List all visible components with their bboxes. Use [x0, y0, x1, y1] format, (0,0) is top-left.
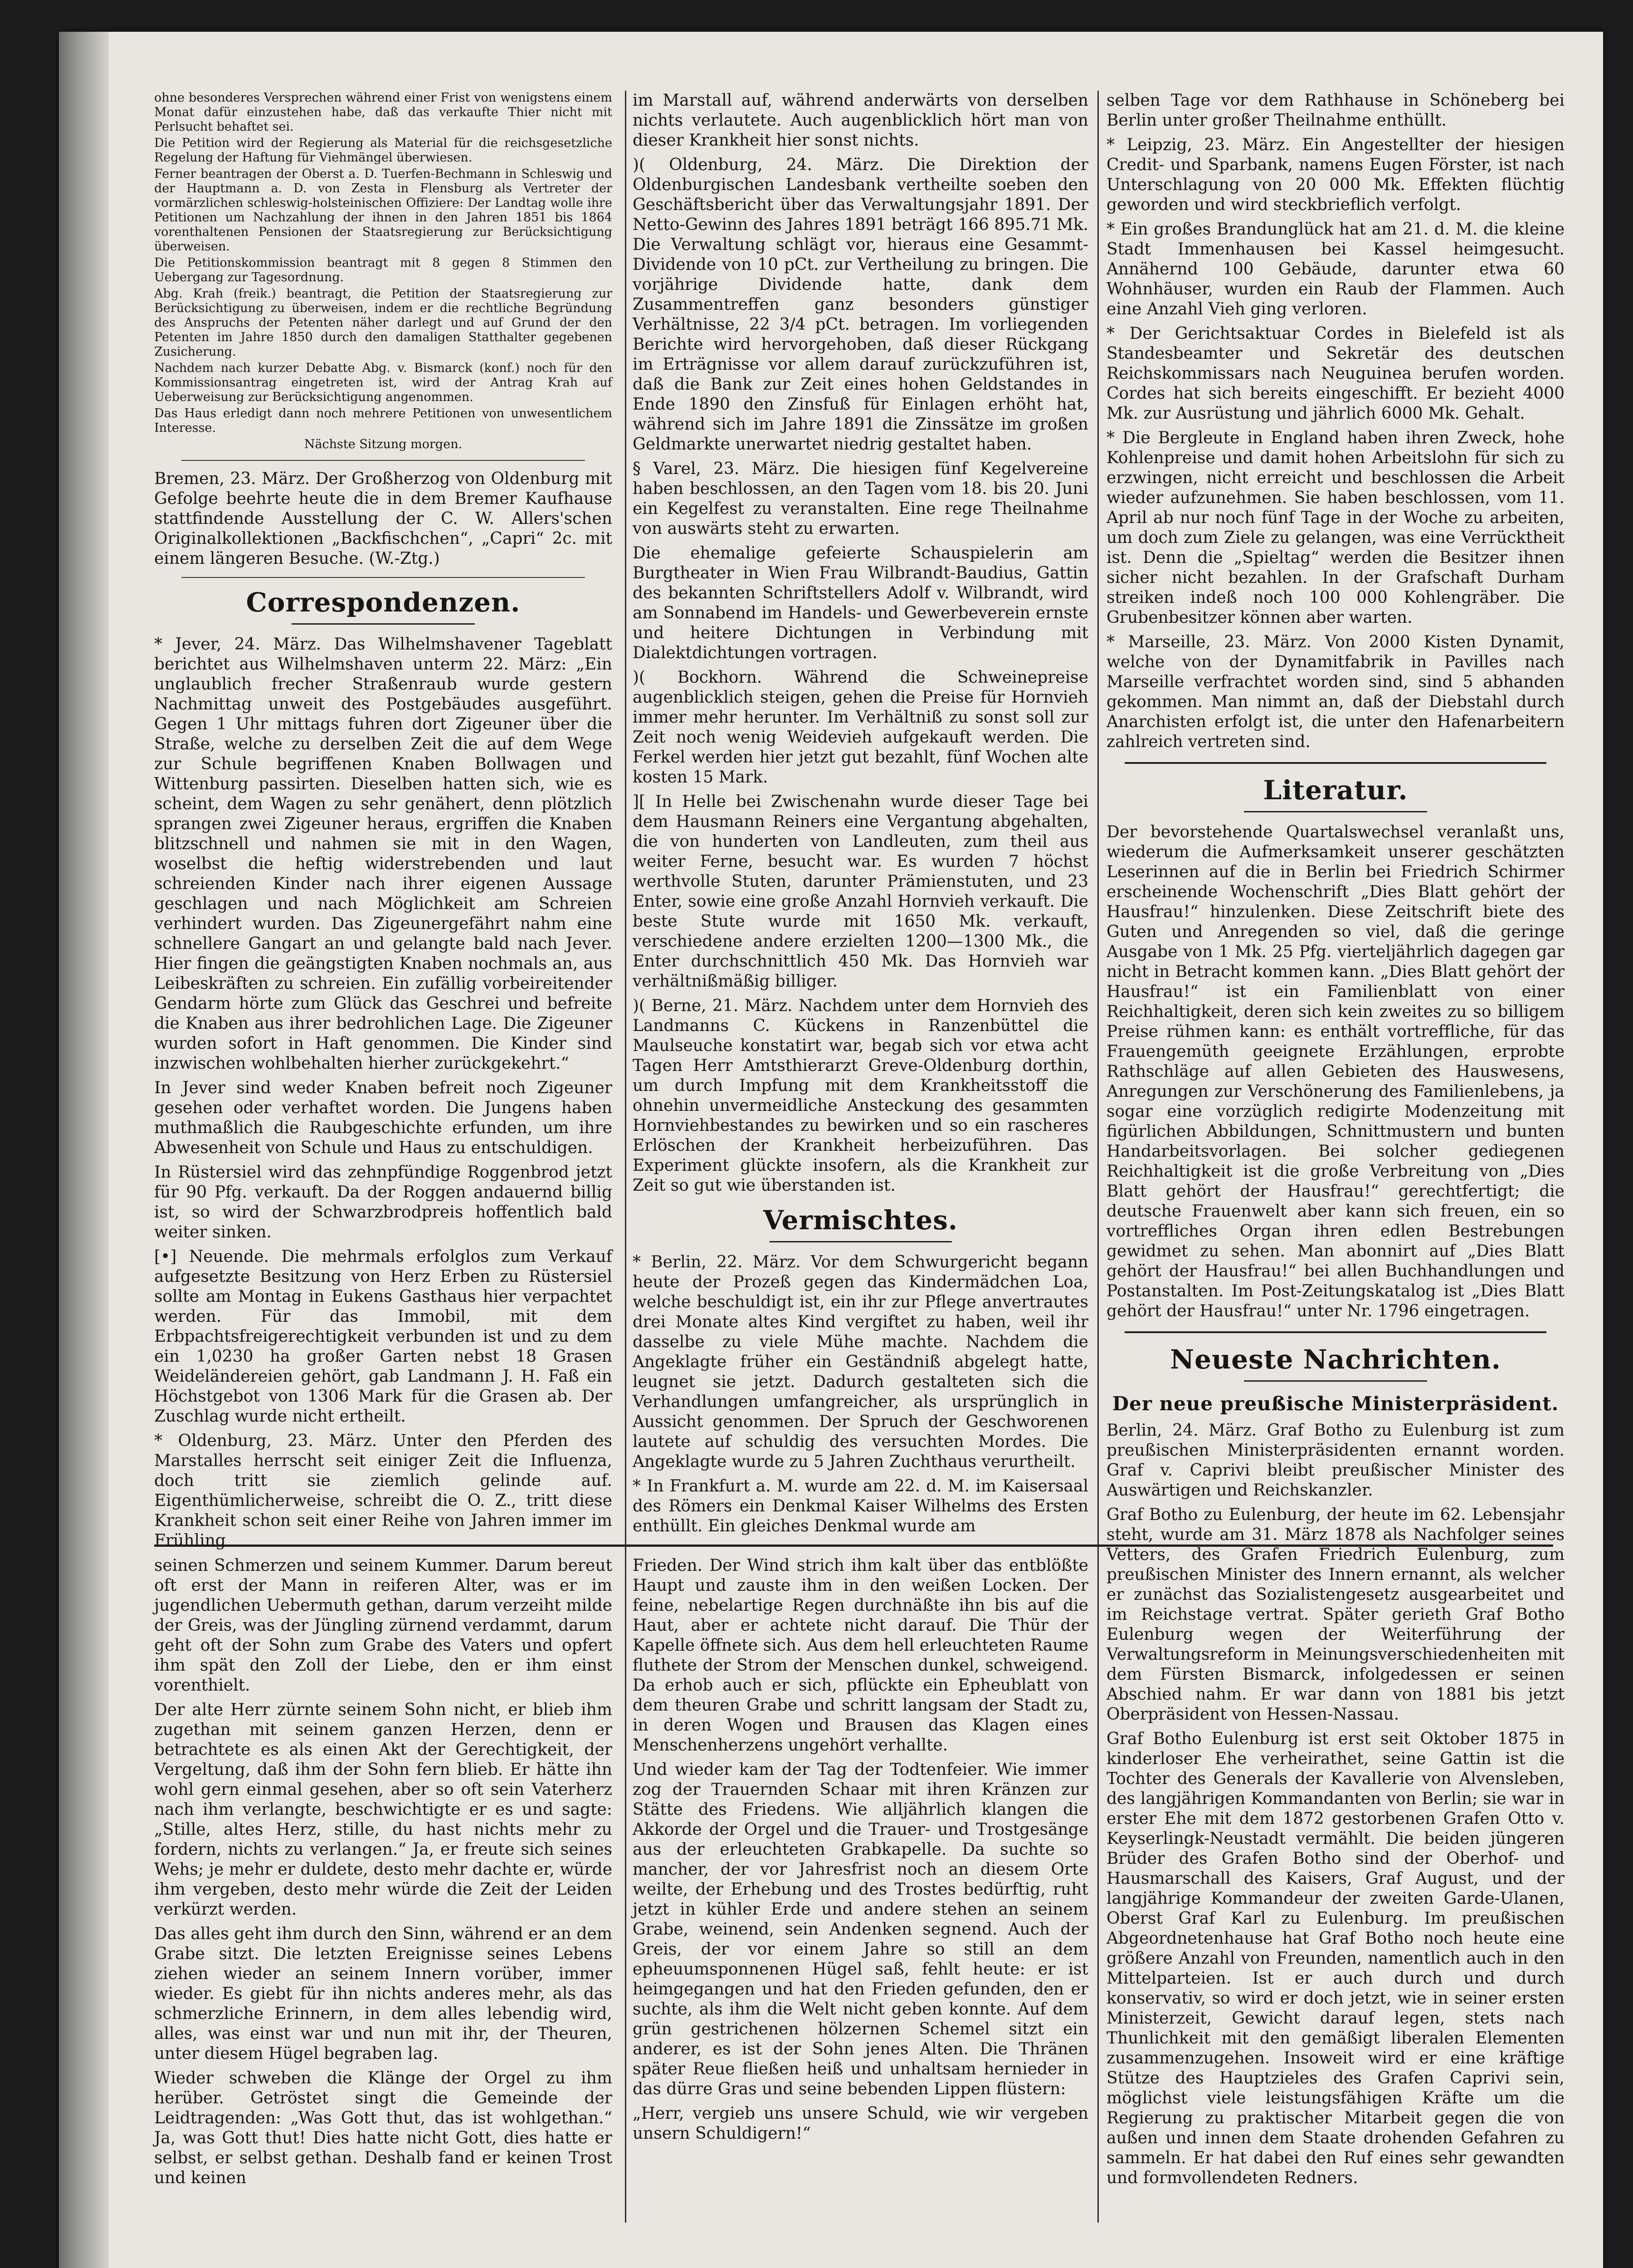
article-marstall-continued: im Marstall auf, während anderwärts von derselben nichts verlautete. Auch augenblicklich hört man von dieser Krankheit hier sonst nichts.: [633, 91, 1088, 150]
divider: [181, 577, 585, 578]
feuilleton-column-1: [154, 1556, 612, 2232]
section-heading-vermischtes: Vermischtes.: [763, 1205, 958, 1236]
column-1-news: [154, 91, 612, 1550]
article-berlin-trial: * Berlin, 22. März. Vor dem Schwurgericht begann heute der Prozeß gegen das Kindermädchen Loa, welche beschuldigt ist, ein ihr zur Pflege anvertrautes drei Monate altes Kind vergiftet zu haben, weil ihr dasselbe zu viele Mühe machte. Nachdem die Angeklagte früher ein Geständniß abgelegt hatte, leugnet sie jetzt. Dadurch gestalteten sich die Verhandlungen umfangreicher, als ursprünglich in Aussicht genommen. Der Spruch der Geschworenen lautete auf schuldig des versuchten Mordes. Die Angeklagte wurde zu 5 Jahren Zuchthaus verurtheilt.: [633, 1253, 1088, 1471]
petition-text-5: Nachdem nach kurzer Debatte Abg. v. Bismarck (konf.) noch für den Kommissionsantrag eingetreten ist, wird der Antrag Krah auf Ueberweisung zur Berücksichtigung angenommen.: [154, 361, 612, 404]
serial-paragraph: seinen Schmerzen und seinem Kummer. Darum bereut oft erst der Mann in reiferen Alter, was er im jugendlichen Uebermuth gethan, darum verzeiht milde der Greis, was der Jüngling zürnend verdammt, darum geht oft der Sohn zum Grabe des Vaters und opfert ihm spät den Zoll der Liebe, den er ihm einst vorenthielt.: [154, 1556, 612, 1695]
heading-rule: [292, 623, 475, 625]
article-varel: § Varel, 23. März. Die hiesigen fünf Kegelvereine haben beschlossen, an den Tagen vom 18. bis 20. Juni ein Kegelfest zu veranstalten. Eine rege Theilnahme von auswärts steht zu erwarten.: [633, 459, 1088, 538]
petition-text-2: Ferner beantragen der Oberst a. D. Tuerfen-Bechmann in Schleswig und der Hauptmann a. D. von Zesta in Flensburg als Vertreter der vormärzlichen schleswig-holsteinischen Offiziere: Der Landtag wolle ihre Petitionen um Nachzahlung der ihnen in den Jahren 1851 bis 1864 vorenthaltenen Pensionen der Staatsregierung zur Berücksichtigung überweisen.: [154, 167, 612, 254]
section-heading-neueste-nachrichten: Neueste Nachrichten.: [1170, 1344, 1501, 1375]
heading-rule: [770, 1241, 952, 1242]
article-schoeneberg: selben Tage vor dem Rathhause in Schöneberg bei Berlin unter großer Theilnahme enthüllt.: [1107, 91, 1565, 130]
petition-text-4: Abg. Krah (freik.) beantragt, die Petition der Staatsregierung zur Berücksichtigung zu überweisen, indem er die rechtliche Begründung des Anspruchs der Petenten näher darlegt und auf Grund der den Petenten im Jahre 1850 durch den damaligen Statthalter gegebenen Zusicherung.: [154, 287, 612, 359]
article-jever: * Jever, 24. März. Das Wilhelmshavener Tageblatt berichtet aus Wilhelmshaven unterm 22. März: „Ein unglaublich frecher Straßenraub wurde gestern Nachmittag unweit des Postgebäudes ausgeführt. Gegen 1 Uhr mittags fuhren dort Zigeuner über die Straße, welche zu derselben Zeit die auf dem Wege zur Schule begriffenen Knaben Bollwagen und Wittenburg passirten. Dieselben hatten sich, wie es scheint, dem Wagen zu sehr genähert, denn plötzlich sprangen zwei Zigeuner heraus, ergriffen die Knaben blitzschnell und nahmen sie mit in den Wagen, woselbst die heftig widerstrebenden und laut schreienden Kinder nach ihrer eigenen Aussage geschlagen und nach Möglichkeit am Schreien verhindert wurden. Das Zigeunergefährt nahm eine schnellere Gangart an und gelangte bald nach Jever. Hier fingen die geängstigten Knaben nochmals an, aus Leibeskräften zu schreien. Ein zufällig vorbeireitender Gendarm hörte zum Glück das Geschrei und befreite die Knaben aus ihrer bedrohlichen Lage. Die Zigeuner wurden sofort in Haft genommen. Die Kinder sind inzwischen wohlbehalten hierher zurückgekehrt.“: [154, 635, 612, 1073]
column-2-news: [633, 91, 1088, 1538]
divider: [1125, 1331, 1546, 1333]
article-leipzig: * Leipzig, 23. März. Ein Angestellter der hiesigen Credit- und Sparbank, namens Eugen Förster, ist nach Unterschlagung von 20 000 Mk. Effekten flüchtig geworden und wird steckbrieflich verfolgt.: [1107, 136, 1565, 214]
subheading-ministerpraesident: Der neue preußische Ministerpräsident.: [1112, 1393, 1559, 1415]
page-binding-edge: [59, 32, 109, 2268]
article-ruestersiel: In Rüstersiel wird das zehnpfündige Roggenbrod jetzt für 90 Pfg. verkauft. Da der Roggen andauernd billig ist, so wird der Schwarzbrodpreis hoffentlich bald weiter sinken.: [154, 1163, 612, 1242]
article-news-2: Graf Botho zu Eulenburg, der heute im 62. Lebensjahr steht, wurde am 31. März 1878 als Nachfolger seines Vetters, des Grafen Friedrich Eulenburg, zum preußischen Minister des Innern ernannt, als welcher er zunächst das Sozialistengesetz ausgearbeitet und im Reichstage vertrat. Später gerieth Graf Botho Eulenburg wegen der Weiterführung der Verwaltungsreform in Meinungsverschiedenheiten mit dem Fürsten Bismarck, infolgedessen er seinen Abschied nahm. Er war dann von 1881 bis jetzt Oberpräsident von Hessen-Nassau.: [1107, 1505, 1565, 1724]
feuilleton-column-2: [633, 1556, 1088, 2232]
column-rule-2: [1097, 91, 1099, 2223]
article-marseille: * Marseille, 23. März. Von 2000 Kisten Dynamit, welche von der Dynamitfabrik in Pavilles nach Marseille verfrachtet worden sind, sind 5 abhanden gekommen. Man nimmt an, daß der Diebstahl durch Anarchisten erfolgt ist, die unter den Hafenarbeitern zahlreich vertreten sind.: [1107, 633, 1565, 751]
next-session-note: Nächste Sitzung morgen.: [304, 437, 463, 451]
petition-text-1: Die Petition wird der Regierung als Material für die reichsgesetzliche Regelung der Haftung für Viehmängel überwiesen.: [154, 136, 612, 165]
article-bockhorn: )( Bockhorn. Während die Schweinepreise augenblicklich steigen, gehen die Preise für Hornvieh immer mehr herunter. Im Verhältniß zu sonst soll zur Zeit noch wenig Weidevieh aufgekauft werden. Die Ferkel werden hier jetzt gut bezahlt, fünf Wochen alte kosten 15 Mark.: [633, 668, 1088, 787]
heading-rule: [1244, 811, 1427, 812]
article-frankfurt: * In Frankfurt a. M. wurde am 22. d. M. im Kaisersaal des Römers ein Denkmal Kaiser Wilhelms des Ersten enthüllt. Ein gleiches Denkmal wurde am: [633, 1477, 1088, 1535]
article-neuende: [•] Neuende. Die mehrmals erfolglos zum Verkauf aufgesetzte Besitzung von Herz Erben zu Rüstersiel sollte am Montag in Eukens Gasthaus hier verpachtet werden. Für das Immobil, mit dem Erbpachtsfreigerechtigkeit verbunden ist und zu dem ein 1,0230 ha großer Garten nebst 18 Grasen Weideländereien gehört, gab Landmann J. H. Faß ein Höchstgebot von 1306 Mark für die Grasen ab. Der Zuschlag wurde nicht ertheilt.: [154, 1247, 612, 1426]
article-brandunglueck: * Ein großes Brandunglück hat am 21. d. M. die kleine Stadt Immenhausen bei Kassel heimgesucht. Annähernd 100 Gebäude, darunter etwa 60 Wohnhäuser, wurden ein Raub der Flammen. Auch eine Anzahl Vieh ging verloren.: [1107, 220, 1565, 318]
heading-rule: [1244, 1380, 1427, 1382]
article-literatur: Der bevorstehende Quartalswechsel veranlaßt uns, wiederum die Aufmerksamkeit unserer geschätzten Leserinnen auf die in Berlin bei Friedrich Schirmer erscheinende Wochenschrift „Dies Blatt gehört der Hausfrau!“ hinzulenken. Diese Zeitschrift biete des Guten und Anregenden so viel, daß die geringe Ausgabe von 1 Mk. 25 Pfg. vierteljährlich dagegen gar nicht in Betracht kommen kann. „Dies Blatt gehört der Hausfrau!“ ist ein Familienblatt von einer Reichhaltigkeit, deren sich kein zweites zu so billigem Preise rühmen kann: es enthält vortreffliche, für das Frauengemüth geeignete Erzählungen, erprobte Rathschläge auf allen Gebieten des Hauswesens, Anregungen zur Verschönerung des Familienlebens, ja sogar eine vorzüglich redigirte Modenzeitung mit figürlichen Abbildungen, Schnittmustern und bunten Handarbeitsvorlagen. Bei solcher gediegenen Reichhaltigkeit ist die große Verbreitung von „Dies Blatt gehört der Hausfrau!“ gerechtfertigt; die deutsche Frauenwelt aber kann sich freuen, ein so vortreffliches Organ ihren edlen Bestrebungen gewidmet zu sehen. Man abonnirt auf „Dies Blatt gehört der Hausfrau!“ bei allen Buchhandlungen und Postanstalten. Im Post-Zeitungskatalog ist „Dies Blatt gehört der Hausfrau!“ unter Nr. 1796 eingetragen.: [1107, 823, 1565, 1320]
article-schauspielerin: Die ehemalige gefeierte Schauspielerin am Burgtheater in Wien Frau Wilbrandt-Baudius, Gattin des bekannten Schriftstellers Adolf v. Wilbrandt, wird am Sonnabend im Handels- und Gewerbeverein ernste und heitere Dichtungen in Verbindung mit Dialektdichtungen vortragen.: [633, 544, 1088, 662]
article-bergleute: * Die Bergleute in England haben ihren Zweck, hohe Kohlenpreise und damit hohen Arbeitslohn für sich zu erzwingen, nicht erreicht und beschlossen die Arbeit wieder aufzunehmen. Sie haben beschlossen, vom 11. April ab nur noch fünf Tage in der Woche zu arbeiten, um doch zum Ziele zu gelangen, was eine Verrücktheit ist. Denn die „Spieltag“ werden die Besitzer ihnen sicher nicht bezahlen. In der Grafschaft Durham streiken indeß noch 100 000 Kohlengräber. Die Grubenbesitzer können aber warten.: [1107, 429, 1565, 627]
article-jever-continued: In Jever sind weder Knaben befreit noch Zigeuner gesehen oder verhaftet worden. Die Jungens haben muthmaßlich die Raubgeschichte erfunden, um ihre Abwesenheit von Schule und Haus zu entschuldigen.: [154, 1079, 612, 1157]
column-rule-1: [625, 91, 626, 2223]
article-bremen: Bremen, 23. März. Der Großherzog von Oldenburg mit Gefolge beehrte heute die in dem Bremer Kaufhause stattfindende Ausstellung der C. W. Allers'schen Originalkollektionen „Backfischchen“, „Capri“ 2c. mit einem längeren Besuche. (W.-Ztg.): [154, 469, 612, 568]
petition-text-0: ohne besonderes Versprechen während einer Frist von wenigstens einem Monat dafür einzustehen habe, daß das verkaufte Thier nicht mit Perlsucht behaftet sei.: [154, 91, 612, 134]
article-oldenburg-marstall: * Oldenburg, 23. März. Unter den Pferden des Marstalles herrscht seit einiger Zeit die Influenza, doch tritt sie ziemlich gelinde auf. Eigenthümlicherweise, schreibt die O. Z., tritt diese Krankheit schon seit einer Reihe von Jahren immer im Frühling: [154, 1432, 612, 1550]
article-oldenburg-bank: )( Oldenburg, 24. März. Die Direktion der Oldenburgischen Landesbank vertheilte soeben den Geschäftsbericht über das Verwaltungsjahr 1891. Der Netto-Gewinn des Jahres 1891 beträgt 166 895.71 Mk. Die Verwaltung schlägt vor, hieraus eine Gesammt-Dividende von 10 pCt. zur Vertheilung zu bringen. Die vorjährige Dividende hatte, dank dem Zusammentreffen ganz besonders günstiger Verhältnisse, 22 3/4 pCt. betragen. Im vorliegenden Berichte wird hervorgehoben, daß dieser Rückgang im Erträgnisse vor allem darauf zurückzuführen ist, daß die Bank zur Zeit eines hohen Geldstandes in Ende 1890 den Zinsfuß für Einlagen erhöht hat, während sich im Jahre 1891 die Zinssätze im großen Geldmarkte unerwartet niedrig gestaltet haben.: [633, 156, 1088, 454]
divider: [181, 460, 585, 461]
serial-paragraph: Das alles geht ihm durch den Sinn, während er an dem Grabe sitzt. Die letzten Ereignisse seines Lebens ziehen wieder an seinem Innern vorüber, immer wieder. Es giebt für ihn nichts anderes mehr, als das schmerzliche Erinnern, in dem alles lebendig wird, alles, was einst war und nun mit ihr, der Theuren, unter diesem Hügel begraben lag.: [154, 1925, 612, 2063]
article-cordes: * Der Gerichtsaktuar Cordes in Bielefeld ist als Standesbeamter und Sekretär des deutschen Reichskommissars nach Neuguinea berufen worden. Cordes hat sich bereits eingeschifft. Er bezieht 4000 Mk. zur Ausrüstung und jährlich 6000 Mk. Gehalt.: [1107, 324, 1565, 423]
serial-paragraph: Frieden. Der Wind strich ihm kalt über das entblößte Haupt und zauste ihm in den weißen Locken. Der feine, nebelartige Regen durchnäßte ihn bis auf die Haut, aber er achtete nicht darauf. Die Thür der Kapelle öffnete sich. Aus dem hell erleuchteten Raume fluthete der Strom der Menschen dunkel, schweigend. Da erhob auch er sich, pflückte ein Epheublatt von dem theuren Grabe und schritt langsam der Stadt zu, in deren Wogen und Brausen das Klagen eines Menschenherzens ungehört verhallte.: [633, 1556, 1088, 1755]
serial-paragraph: Und wieder kam der Tag der Todtenfeier. Wie immer zog der Trauernden Schaar mit ihren Kränzen zur Stätte des Friedens. Wie alljährlich klangen die Akkorde der Orgel und die Trauer- und Trostgesänge aus der erleuchteten Grabkapelle. Da suchte so mancher, der vor Jahresfrist noch an diesem Orte weilte, der Erhebung und des Trostes bedürftig, ruht jetzt in kühler Erde und andere stehen an seinem Grabe, weinend, sein Andenken segnend. Auch der Greis, der vor einem Jahre so still an dem epheuumsponnenen Hügel saß, fehlt heute: er ist heimgegangen und hat den Frieden gefunden, den er suchte, als ihm die Welt nicht geben konnte. Auf dem grün gestrichenen hölzernen Schemel sitzt ein anderer, es ist der Sohn jenes Alten. Die Thränen später Reue fließen heiß und unhaltsam hernieder in das dürre Gras und seine bebenden Lippen flüstern:: [633, 1760, 1088, 2098]
section-heading-literatur: Literatur.: [1263, 775, 1408, 806]
petition-text-3: Die Petitionskommission beantragt mit 8 gegen 8 Stimmen den Uebergang zur Tagesordnung.: [154, 256, 612, 284]
divider: [1125, 762, 1546, 764]
petition-text-6: Das Haus erledigt dann noch mehrere Petitionen von unwesentlichem Interesse.: [154, 406, 612, 435]
column-3-news: [1107, 91, 1565, 2232]
article-berne: )( Berne, 21. März. Nachdem unter dem Hornvieh des Landmanns C. Kückens in Ranzenbüttel die Maulseuche konstatirt war, begab sich vor etwa acht Tagen Herr Amtsthierarzt Greve-Oldenburg dorthin, um durch Impfung mit dem Krankheitsstoff die ohnehin unvermeidliche Ansteckung des gesammten Hornviehbestandes zu bewirken und so ein rascheres Erlöschen der Krankheit herbeizuführen. Das Experiment glückte insofern, als die Krankheit zur Zeit so gut wie überstanden ist.: [633, 997, 1088, 1195]
article-helle: ][ In Helle bei Zwischenahn wurde dieser Tage bei dem Hausmann Reiners eine Vergantung abgehalten, die von hunderten von Landleuten, zum theil aus weiter Ferne, besucht war. Es wurden 7 höchst werthvolle Stuten, darunter Prämienstuten, und 23 Enter, sowie eine große Anzahl Hornvieh verkauft. Die beste Stute wurde mit 1650 Mk. verkauft, verschiedene andere erzielten 1200—1300 Mk., die Enter durchschnittlich 450 Mk. Das Hornvieh war verhältnißmäßig billiger.: [633, 792, 1088, 991]
article-news-1: Berlin, 24. März. Graf Botho zu Eulenburg ist zum preußischen Ministerpräsidenten ernannt worden. Graf v. Caprivi bleibt preußischer Minister des Auswärtigen und Reichskanzler.: [1107, 1421, 1565, 1500]
serial-paragraph: Wieder schweben die Klänge der Orgel zu ihm herüber. Getröstet singt die Gemeinde der Leidtragenden: „Was Gott thut, das ist wohlgethan.“ Ja, was Gott thut! Dies hatte nicht Gott, dies hatte er selbst, er selbst gethan. Deshalb fand er keinen Trost und keinen: [154, 2069, 612, 2187]
serial-paragraph: „Herr, vergieb uns unsere Schuld, wie wir vergeben unsern Schuldigern!“: [633, 2104, 1088, 2143]
article-news-3: Graf Botho Eulenburg ist erst seit Oktober 1875 in kinderloser Ehe verheirathet, seine Gattin ist die Tochter des Generals der Kavallerie von Alvensleben, des langjährigen Kommandanten von Berlin; sie war in erster Ehe mit dem 1872 gestorbenen Grafen Otto v. Keyserlingk-Neustadt vermählt. Die beiden jüngeren Brüder des Grafen Botho sind der Oberhof- und Hausmarschall des Kaisers, Graf August, und der langjährige Kommandeur der zweiten Garde-Ulanen, Oberst Graf Karl zu Eulenburg. Im preußischen Abgeordnetenhause hat Graf Botho noch heute eine größere Anzahl von Freunden, namentlich auch in den Mittelparteien. Ist er auch durch und durch konservativ, so wird er doch jetzt, wie in seiner ersten Ministerzeit, Gewicht darauf legen, stets nach Thunlichkeit mit den gemäßigt liberalen Elementen zusammenzugehen. Insoweit wird er eine kräftige Stütze des Hauptzieles des Grafen Caprivi sein, möglichst viele leistungsfähigen Kräfte um die Regierung zu praktischer Mitarbeit gegen die von außen und innen dem Staate drohenden Gefahren zu sammeln. Er hat dabei den Ruf eines sehr gewandten und formvollendeten Redners.: [1107, 1730, 1565, 2187]
serial-paragraph: Der alte Herr zürnte seinem Sohn nicht, er blieb ihm zugethan mit seinem ganzen Herzen, denn er betrachtete es als einen Akt der Gerechtigkeit, der Vergeltung, daß ihm der Sohn fern blieb. Er hätte ihn wohl gern einmal gesehen, aber so oft sein Vaterherz nach ihm verlangte, beschwichtigte er es und sagte: „Stille, altes Herz, stille, du hast nichts mehr zu fordern, nichts zu verlangen.“ Ja, er freute sich seines Wehs; je mehr er duldete, desto mehr dachte er, würde ihm vergeben, desto mehr würde die Zeit der Leiden verkürzt werden.: [154, 1701, 612, 1919]
section-heading-correspondenzen: Correspondenzen.: [246, 587, 521, 618]
